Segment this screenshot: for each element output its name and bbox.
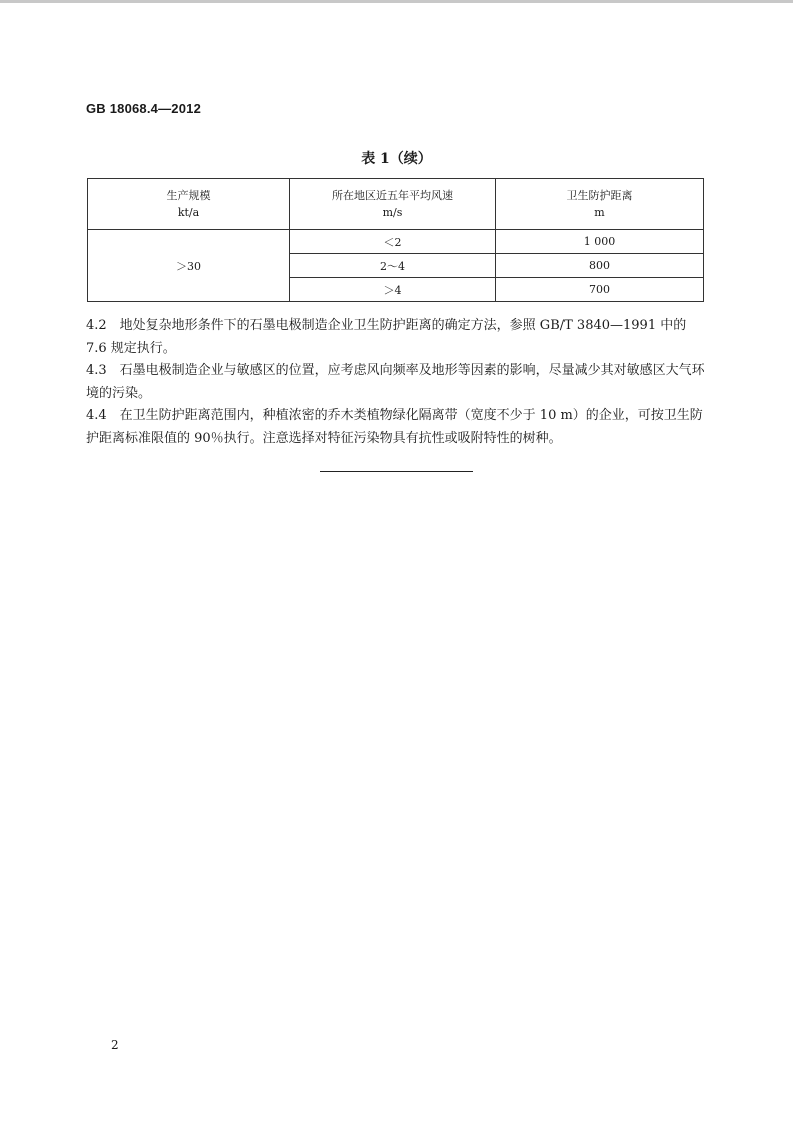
table-row xyxy=(88,230,704,254)
cell-distance: 1 000 xyxy=(496,230,704,254)
page-number: 2 xyxy=(111,1038,119,1052)
distance-table xyxy=(87,178,704,302)
header-wind-speed xyxy=(290,179,496,230)
header-production-scale xyxy=(88,179,290,230)
cell-wind-speed: ＞4 xyxy=(290,278,496,302)
clause-list xyxy=(86,315,706,450)
header-title: 所在地区近五年平均风速 xyxy=(332,189,453,202)
clause-4-2: 4.2 地处复杂地形条件下的石墨电极制造企业卫生防护距离的确定方法，参照 GB/T 3840—1991 中的 7.6 规定执行。 xyxy=(86,318,687,356)
header-protection-distance xyxy=(496,179,704,230)
end-of-document-line xyxy=(320,471,473,472)
header-title: 生产规模 xyxy=(166,189,211,202)
table-header-row xyxy=(88,179,704,230)
cell-wind-speed: 2～4 xyxy=(290,254,496,278)
clause-4-3: 4.3 石墨电极制造企业与敏感区的位置，应考虑风向频率及地形等因素的影响，尽量减少其对敏感区大气环境的污染。 xyxy=(86,363,705,401)
header-title: 卫生防护距离 xyxy=(566,189,633,202)
clause-4-4: 4.4 在卫生防护距离范围内，种植浓密的乔木类植物绿化隔离带（宽度不少于 10 m）的企业，可按卫生防护距离标准限值的 90％执行。注意选择对特征污染物具有抗性或吸附特性的树种。 xyxy=(86,408,703,446)
cell-wind-speed: ＜2 xyxy=(290,230,496,254)
cell-distance: 700 xyxy=(496,278,704,302)
cell-production-scale: ＞30 xyxy=(88,230,290,302)
top-border-line xyxy=(0,0,793,3)
header-unit: m xyxy=(594,206,605,219)
table-caption: 表 1（续） xyxy=(361,151,432,167)
cell-distance: 800 xyxy=(496,254,704,278)
header-unit: kt/a xyxy=(177,206,200,219)
header-unit: m/s xyxy=(382,206,403,219)
standard-code: GB 18068.4—2012 xyxy=(86,101,202,116)
